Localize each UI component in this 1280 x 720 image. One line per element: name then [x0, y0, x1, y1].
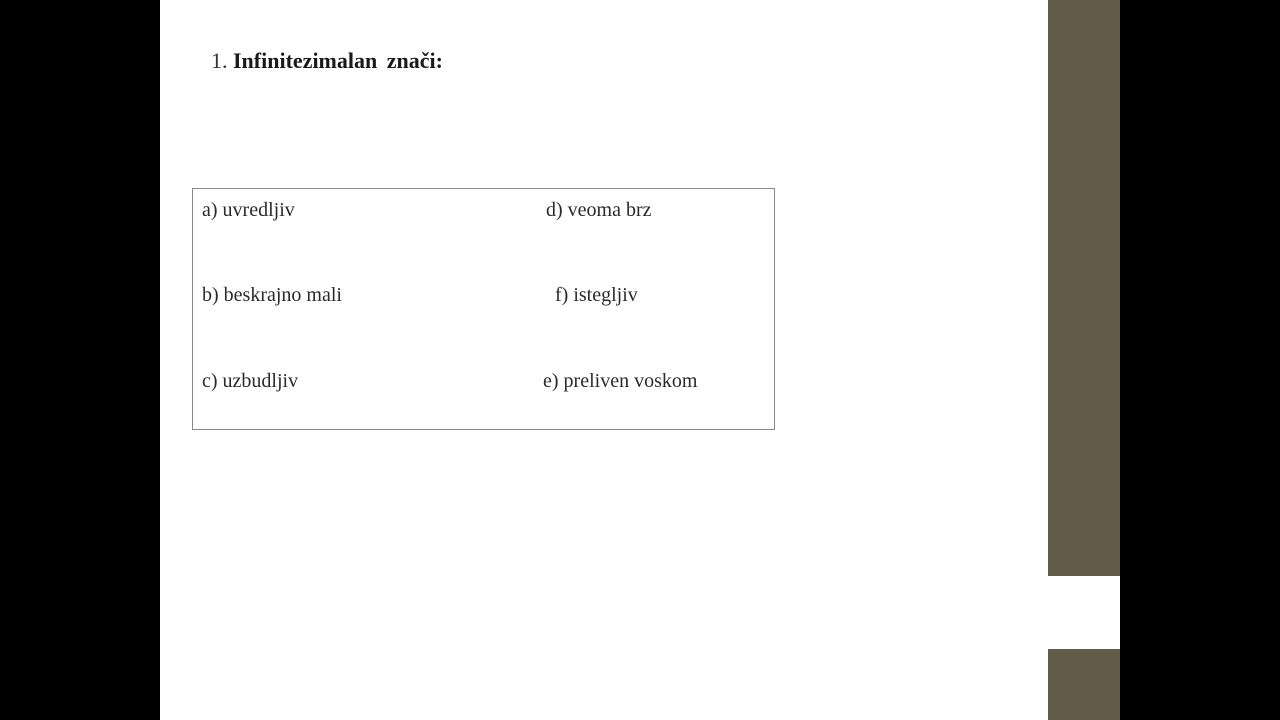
- option-b: b) beskrajno mali: [202, 284, 342, 306]
- slide: [160, 0, 1120, 720]
- decorative-side-bar-bottom: [1048, 649, 1120, 720]
- question-number: 1.: [211, 48, 228, 73]
- decorative-side-bar-top: [1048, 0, 1120, 576]
- question-text: Infinitezimalan znači:: [233, 48, 443, 73]
- option-c: c) uzbudljiv: [202, 370, 299, 392]
- option-f: f) istegljiv: [555, 284, 638, 306]
- option-e: e) preliven voskom: [543, 370, 698, 392]
- option-d: d) veoma brz: [546, 199, 652, 221]
- option-a: a) uvredljiv: [202, 199, 295, 221]
- question-title: [211, 48, 443, 74]
- answer-options-box: [192, 188, 775, 430]
